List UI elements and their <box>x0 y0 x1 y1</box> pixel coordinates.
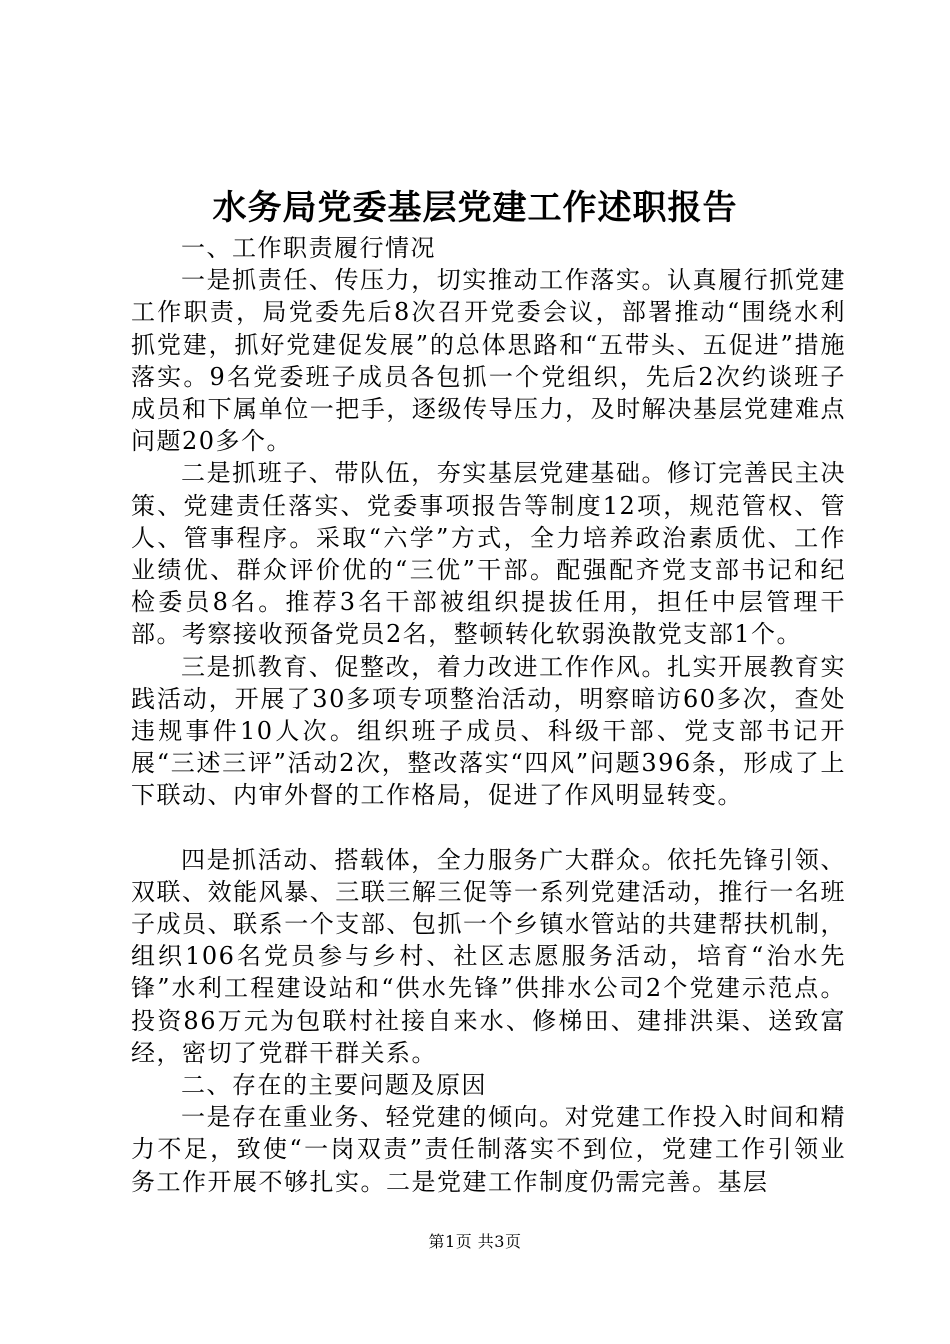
paragraph-problems: 一是存在重业务、轻党建的倾向。对党建工作投入时间和精力不足，致使“一岗双责”责任制落实不到位，党建工作引领业务工作开展不够扎实。二是党建工作制度仍需完善。基层 <box>131 1103 846 1196</box>
page-footer: 第1页 共3页 <box>428 1232 522 1251</box>
paragraph-activities: 四是抓活动、搭载体，全力服务广大群众。依托先锋引领、双联、效能风暴、三联三解三促等一系列党建活动，推行一名班子成员、联系一个支部、包抓一个乡镇水管站的共建帮扶机制，组织106名党员参与乡村、社区志愿服务活动，培育“治水先锋”水利工程建设站和“供水先锋”供排水公司2个党建示范点。投资86万元为包联村社接自来水、修梯田、建排洪渠、送致富经，密切了党群干群关系。 <box>131 845 846 1067</box>
paragraph-responsibility: 一是抓责任、传压力，切实推动工作落实。认真履行抓党建工作职责，局党委先后8次召开党委会议，部署推动“围绕水利抓党建，抓好党建促发展”的总体思路和“五带头、五促进”措施落实。9名党委班子成员各包抓一个党组织，先后2次约谈班子成员和下属单位一把手，逐级传导压力，及时解决基层党建难点问题20多个。 <box>131 266 846 456</box>
document-body <box>131 232 846 1198</box>
document-title: 水务局党委基层党建工作述职报告 <box>212 188 738 228</box>
paragraph-spacer <box>131 812 846 844</box>
section-heading-1: 一、工作职责履行情况 <box>181 234 436 262</box>
section-heading-2: 二、存在的主要问题及原因 <box>181 1071 487 1100</box>
paragraph-education: 三是抓教育、促整改，着力改进工作作风。扎实开展教育实践活动，开展了30多项专项整治活动，明察暗访60多次，查处违规事件10人次。组织班子成员、科级干部、党支部书记开展“三述三评”活动2次，整改落实“四风”问题396条，形成了上下联动、内审外督的工作格局，促进了作风明显转变。 <box>131 652 846 810</box>
paragraph-team-building: 二是抓班子、带队伍，夯实基层党建基础。修订完善民主决策、党建责任落实、党委事项报告等制度12项，规范管权、管人、管事程序。采取“六学”方式，全力培养政治素质优、工作业绩优、群众评价优的“三优”干部。配强配齐党支部书记和纪检委员8名。推荐3名干部被组织提拔任用，担任中层管理干部。考察接收预备党员2名，整顿转化软弱涣散党支部1个。 <box>131 459 846 649</box>
